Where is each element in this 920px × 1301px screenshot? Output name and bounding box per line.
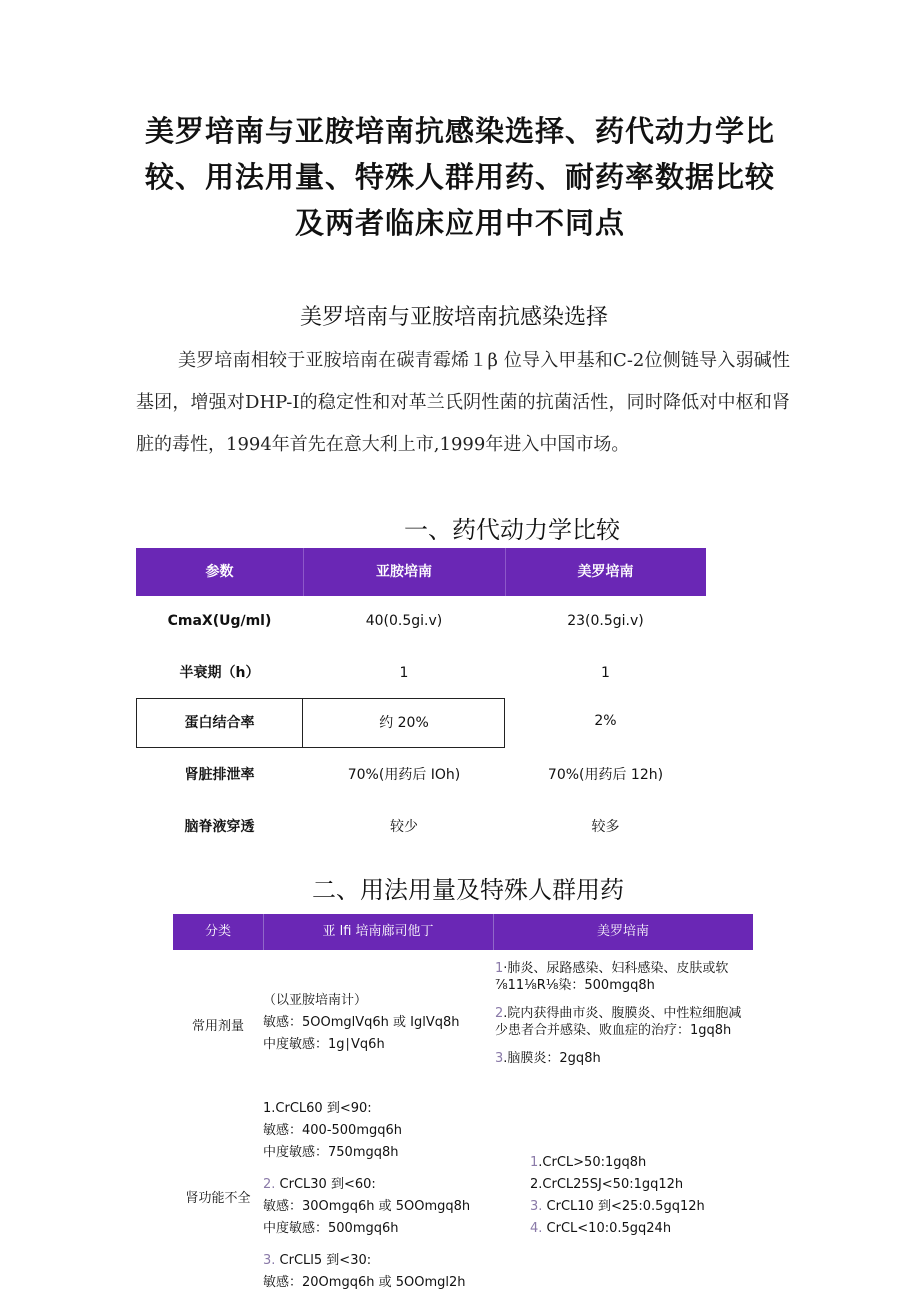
dose-category-normal: 常用剂量 — [191, 1019, 244, 1034]
dose-line: 敏感：30Omgq6h 或 5OOmgq8h — [263, 1199, 471, 1214]
pk-meropenem-value: 1 — [601, 665, 610, 681]
dose-item — [495, 960, 751, 994]
section-heading-selection: 美罗培南与亚胺培南抗感染选择 — [300, 305, 609, 330]
item-text: ·肺炎、尿路感染、妇科感染、皮肤或软⅞11⅛R⅛染：500mgq8h — [495, 961, 729, 993]
item-text: .CrCL>50:1gq8h — [538, 1155, 647, 1170]
pk-param: 肾脏排泄率 — [184, 767, 255, 783]
section-heading-dosage: 二、用法用量及特殊人群用药 — [312, 876, 624, 904]
intro-paragraph: 美罗培南相较于亚胺培南在碳青霉烯１β 位导入甲基和C-2位侧链导入弱碱性基团，增强对DHP-I的稳定性和对革兰氏阴性菌的抗菌活性，同时降低对中枢和肾脏的毒性，1994年首先在意大利上市,1999年进入中国市场。 — [136, 350, 790, 455]
item-text: .脑膜炎：2gq8h — [503, 1051, 601, 1066]
pk-row-csf-penetration — [136, 802, 708, 852]
item-number: 3 — [495, 1051, 504, 1066]
dose-header-imipenem: 亚 lfi 培南廊司他丁 — [322, 924, 434, 939]
item-number: 4. — [530, 1221, 543, 1236]
pk-meropenem-value: 较多 — [591, 819, 620, 835]
pk-table-header — [136, 548, 706, 596]
imipenem-normal-dose — [263, 990, 491, 1056]
pk-meropenem-value: 2% — [594, 713, 617, 729]
dose-item — [530, 1152, 750, 1174]
dose-line — [263, 1250, 491, 1272]
pk-row-protein-binding — [136, 698, 708, 748]
dose-line: 中度敏感：1g∣Vq6h — [263, 1037, 385, 1052]
pk-row-renal-excretion — [136, 750, 708, 800]
pk-table — [136, 548, 708, 852]
pk-imipenem-value: 70%(用药后 IOh) — [347, 767, 461, 783]
imipenem-renal-dose — [263, 1098, 491, 1294]
pk-param: 脑脊液穿透 — [184, 819, 255, 835]
dose-header-category: 分类 — [204, 924, 231, 939]
dosage-table-header — [173, 914, 753, 950]
dose-category-renal: 肾功能不全 — [185, 1191, 251, 1206]
pk-imipenem-value: 40(0.5gi.v) — [365, 613, 443, 629]
pk-header-meropenem: 美罗培南 — [577, 564, 634, 580]
item-number: 3. — [530, 1199, 543, 1214]
pk-param: 半衰期（h） — [179, 665, 260, 681]
item-number: 2 — [495, 1006, 504, 1021]
item-text: CrCL10 到<25:0.5gq12h — [542, 1199, 705, 1214]
item-text: .院内获得曲市炎、腹膜炎、中性粒细胞减少患者合并感染、败血症的治疗：1gq8h — [495, 1006, 742, 1038]
pk-row-half-life — [136, 648, 708, 698]
page-title: 美罗培南与亚胺培南抗感染选择、药代动力学比较、用法用量、特殊人群用药、耐药率数据比较及两者临床应用中不同点 — [144, 114, 775, 240]
item-number: 1 — [530, 1155, 539, 1170]
dose-line: 敏感：20Omgq6h 或 5OOmgl2h — [263, 1275, 466, 1290]
item-number: 2 — [530, 1177, 539, 1192]
item-text: .CrCL60 到<90: — [271, 1101, 372, 1116]
item-text: CrCL30 到<60: — [275, 1177, 376, 1192]
pk-param: 蛋白结合率 — [184, 715, 255, 731]
dosage-table — [173, 914, 753, 1301]
dose-line: 中度敏感：500mgq6h — [263, 1221, 399, 1236]
pk-header-imipenem: 亚胺培南 — [376, 564, 432, 580]
pk-imipenem-value: 约 20% — [379, 715, 429, 731]
dose-item — [530, 1218, 750, 1240]
dose-header-meropenem: 美罗培南 — [596, 924, 649, 939]
dose-item — [495, 1050, 751, 1067]
dose-line: 敏感：5OOmglVq6h 或 IglVq8h — [263, 1015, 460, 1030]
pk-imipenem-value: 较少 — [390, 819, 418, 835]
pk-meropenem-value: 70%(用药后 12h) — [547, 767, 664, 783]
item-number: 1 — [495, 961, 504, 976]
pk-meropenem-value: 23(0.5gi.v) — [567, 613, 644, 629]
dose-item — [495, 1005, 751, 1039]
dose-line: （以亚胺培南计） — [263, 993, 368, 1008]
item-number: 2. — [263, 1177, 276, 1192]
dose-line: 中度敏感：750mgq8h — [263, 1145, 399, 1160]
pk-imipenem-value: 1 — [399, 665, 409, 681]
meropenem-normal-dose — [495, 960, 751, 1067]
item-text: CrCLl5 到<30: — [275, 1253, 372, 1268]
pk-row-cmax — [136, 596, 708, 646]
dose-line: 敏感：400-500mgq6h — [263, 1123, 402, 1138]
dose-line — [263, 1098, 491, 1120]
pk-param: CmaX(Ug∕ml) — [167, 613, 272, 629]
meropenem-renal-dose — [530, 1152, 750, 1240]
item-text: .CrCL25SJ<50:1gq12h — [538, 1177, 684, 1192]
dose-line — [263, 1174, 491, 1196]
item-number: 1 — [263, 1101, 272, 1116]
item-number: 3. — [263, 1253, 276, 1268]
dose-item — [530, 1174, 750, 1196]
dose-item — [530, 1196, 750, 1218]
item-text: CrCL<10:0.5gq24h — [542, 1221, 672, 1236]
pk-header-param: 参数 — [205, 564, 234, 580]
section-heading-pk: 一、药代动力学比较 — [404, 516, 620, 544]
